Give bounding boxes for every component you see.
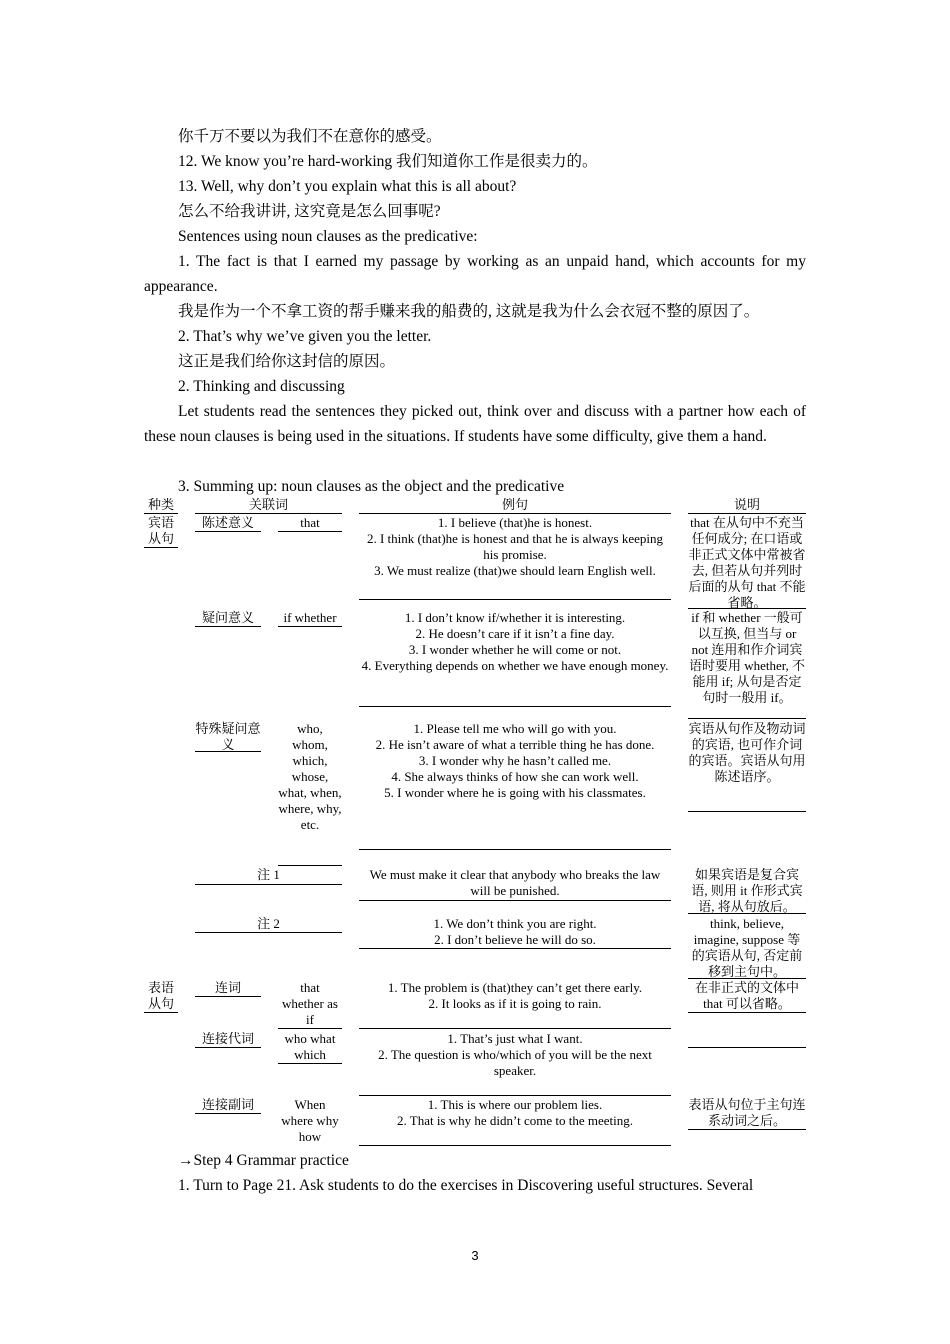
row2-meaning: 疑问意义 [201,610,254,625]
row-rule [359,849,671,850]
row1-examples [359,515,671,579]
header-rule [688,513,806,514]
paragraph: 12. We know you’re hard-working 我们知道你工作是很卖力的。 [178,153,598,170]
row-rule [688,1129,806,1130]
row6-meaning: 连词 [214,980,241,995]
paragraph: 1. The fact is that I earned my passage by working as an unpaid hand, which accounts for my appearance. [144,253,806,295]
table-header-kind: 种类 [147,497,174,512]
paragraph: 我是作为一个不拿工资的帮手赚来我的船费的, 这就是我为什么会衣冠不整的原因了。 [178,303,760,320]
row-rule [278,1028,342,1029]
example-line: 2. It looks as if it is going to rain. [428,996,602,1011]
row-rule [195,1047,261,1048]
header-rule [359,513,671,514]
page-number: 3 [471,1248,479,1263]
row-rule [195,932,342,933]
example-line: 4. Everything depends on whether we have enough money. [361,658,669,673]
kind-predicative-clause: 表语从句 [147,980,174,1011]
kind-object-clause: 宾语从句 [147,515,174,546]
table-header-connective: 关联词 [248,497,288,512]
row-rule [688,811,806,812]
paragraph: 1. Turn to Page 21. Ask students to do the exercises in Discovering useful structures. Several [178,1177,754,1194]
row7-meaning: 连接代词 [201,1031,254,1046]
header-rule [144,513,178,514]
row8-word: When where why how [281,1097,339,1144]
row-rule [195,996,261,997]
row-rule [359,706,671,707]
row6-word: that whether as if [282,980,338,1027]
row8-note: 表语从句位于主句连系动词之后。 [688,1097,806,1128]
row-rule [688,1047,806,1048]
row-rule [688,608,806,609]
example-line: 1. This is where our problem lies. [427,1097,603,1112]
paragraph: 2. Thinking and discussing [178,378,345,395]
row-rule [359,900,671,901]
example-line: 2. He isn’t aware of what a terrible thing he has done. [375,737,655,752]
example-line: 3. We must realize (that)we should learn English well. [374,563,656,578]
row1-note: that 在从句中不充当任何成分; 在口语或非正式文体中常被省去, 但若从句并列时后面的从句 that 不能省略。 [688,515,806,610]
row-rule [278,626,342,627]
example-line: 2. The question is who/which of you will be the next speaker. [378,1047,652,1078]
row8-meaning: 连接副词 [201,1097,254,1112]
header-rule [195,513,342,514]
row-rule [359,1145,671,1146]
paragraph: 这正是我们给你这封信的原因。 [178,353,396,370]
row3-meaning: 特殊疑问意义 [195,721,261,752]
row-rule [195,531,261,532]
row4-label: 注 1 [257,867,280,882]
row8-examples [359,1097,671,1129]
example-line: 1. Please tell me who will go with you. [413,721,617,736]
row-rule [195,626,261,627]
paragraph: 3. Summing up: noun clauses as the object and the predicative [178,478,565,495]
example-line: 1. That’s just what I want. [447,1031,583,1046]
row-rule [278,1063,342,1064]
kind-rule [144,1012,178,1013]
example-line: 2. He doesn’t care if it isn’t a fine day. [415,626,615,641]
row3-examples [359,721,671,801]
row5-note: think, believe, imagine, suppose 等的宾语从句, 否定前移到主句中。 [691,916,803,979]
table-header-example: 例句 [501,497,528,512]
row-rule [195,1113,261,1114]
table-header-note: 说明 [733,497,760,512]
row-rule [278,865,342,866]
row3-note: 宾语从句作及物动词的宾语, 也可作介词的宾语。宾语从句用陈述语序。 [688,721,806,784]
paragraph: 2. That’s why we’ve given you the letter. [178,328,432,345]
row-rule [359,599,671,600]
example-line: 1. The problem is (that)they can’t get there early. [387,980,643,995]
example-line: We must make it clear that anybody who breaks the law will be punished. [369,867,661,898]
row-rule [688,1012,806,1013]
row2-examples [359,610,671,674]
row7-examples [359,1031,671,1079]
row1-meaning: 陈述意义 [201,515,254,530]
row-rule [688,913,806,914]
example-line: 1. I don’t know if/whether it is interesting. [404,610,626,625]
row4-note: 如果宾语是复合宾语, 则用 it 作形式宾语, 将从句放后。 [691,867,803,914]
example-line: 4. She always thinks of how she can work well. [391,769,639,784]
row7-word: who what which [284,1031,336,1062]
row2-note: if 和 whether 一般可以互换, 但当与 or not 连用和作介词宾语时要用 whether, 不能用 if; 从句是否定句时一般用 if。 [688,610,806,705]
row-rule [359,1028,671,1029]
example-line: 3. I wonder whether he will come or not. [408,642,622,657]
example-line: 3. I wonder why he hasn’t called me. [418,753,612,768]
example-line: 2. I don’t believe he will do so. [434,932,596,947]
row-rule [359,1095,671,1096]
row5-label: 注 2 [257,916,280,931]
paragraph: 怎么不给我讲讲, 这究竟是怎么回事呢? [178,203,441,220]
example-line: 1. I believe (that)he is honest. [437,515,593,530]
row-rule [688,978,806,979]
row4-examples [359,867,671,899]
step-heading: →Step 4 Grammar practice [178,1152,349,1169]
row-rule [278,531,342,532]
row-rule [688,718,806,719]
example-line: 1. We don’t think you are right. [433,916,597,931]
example-line: 2. I think (that)he is honest and that he is always keeping his promise. [366,531,664,562]
row6-examples [359,980,671,1012]
example-line: 5. I wonder where he is going with his classmates. [384,785,646,800]
row6-note: 在非正式的文体中 that 可以省略。 [694,980,799,1011]
row-rule [195,751,261,752]
kind-rule [144,547,178,548]
row5-examples [359,916,671,948]
example-line: 2. That is why he didn’t come to the meeting. [396,1113,633,1128]
paragraph: 你千万不要以为我们不在意你的感受。 [178,128,442,145]
row2-word: if whether [283,610,337,625]
row3-word: who, whom, which, whose, what, when, where, why, etc. [278,721,342,832]
paragraph: Let students read the sentences they picked out, think over and discuss with a partner how each of these noun clauses is being used in the situations. If students have some difficulty, give them a hand. [144,403,806,445]
row1-word: that [300,515,320,530]
row-rule [359,948,671,949]
paragraph: 13. Well, why don’t you explain what this is all about? [178,178,517,195]
row-rule [195,884,342,885]
paragraph: Sentences using noun clauses as the predicative: [178,228,478,245]
